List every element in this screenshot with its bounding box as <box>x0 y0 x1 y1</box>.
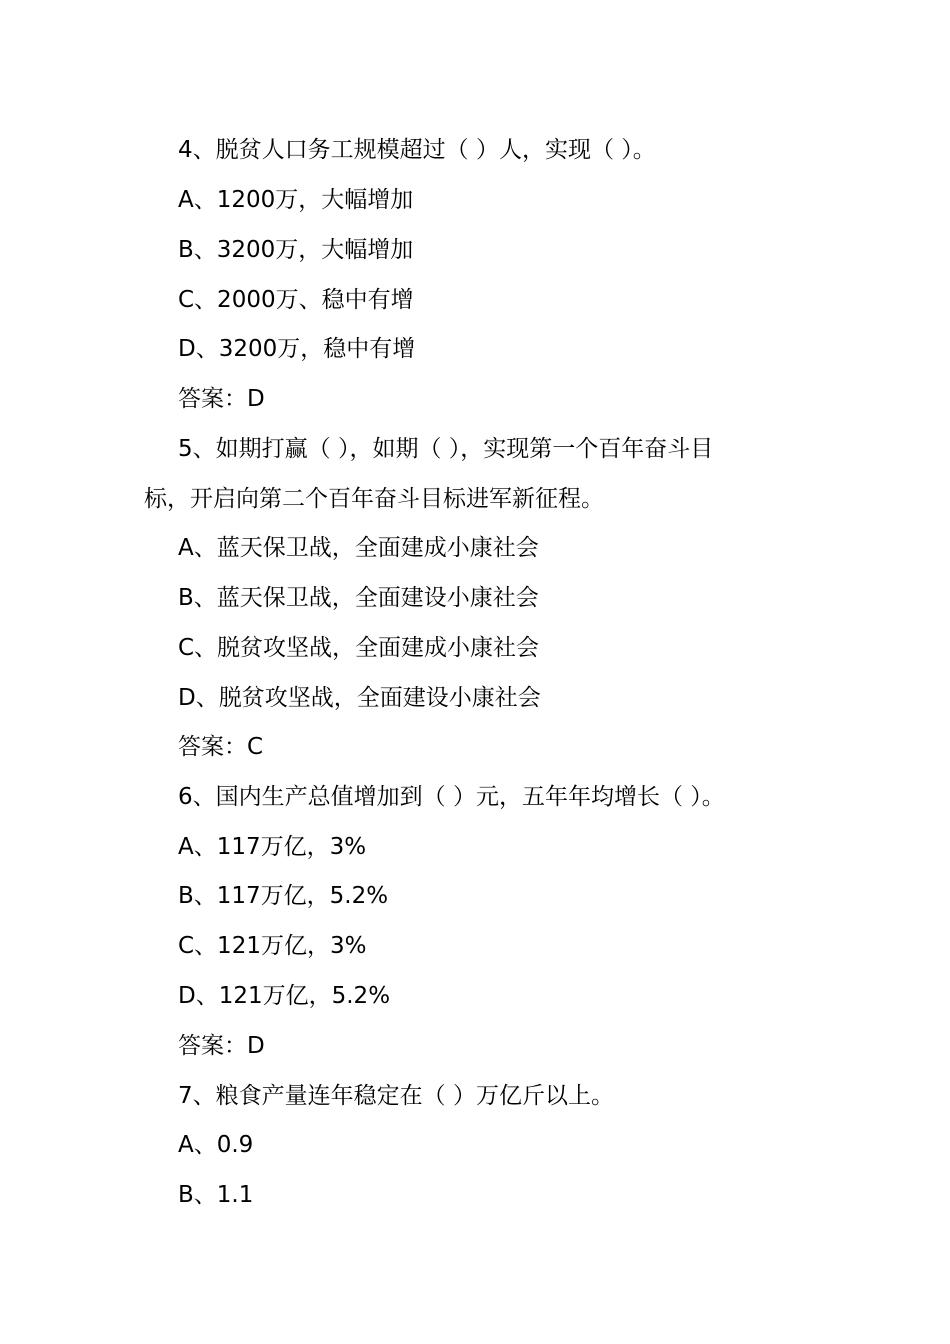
question-5-option-a: A、蓝天保卫战，全面建成小康社会 <box>178 535 539 561</box>
question-7-option-b: B、1.1 <box>178 1182 254 1208</box>
question-7-option-a: A、0.9 <box>178 1132 254 1158</box>
question-4-option-d: D、3200万，稳中有增 <box>178 336 416 362</box>
question-5-answer: 答案：C <box>178 734 264 760</box>
question-7-stem: 7、粮食产量连年稳定在（ ）万亿斤以上。 <box>178 1083 614 1109</box>
question-6-option-d: D、121万亿，5.2% <box>178 983 391 1009</box>
question-6-answer: 答案：D <box>178 1033 265 1059</box>
question-4-answer: 答案：D <box>178 386 265 412</box>
question-6-option-c: C、121万亿，3% <box>178 933 367 959</box>
question-4-stem: 4、脱贫人口务工规模超过（ ）人，实现（ ）。 <box>178 137 656 163</box>
question-4-option-a: A、1200万，大幅增加 <box>178 187 414 213</box>
question-4-option-b: B、3200万，大幅增加 <box>178 237 414 263</box>
question-6-option-b: B、117万亿，5.2% <box>178 883 389 909</box>
question-5-stem-continued: 标，开启向第二个百年奋斗目标进军新征程。 <box>144 486 604 512</box>
question-5-stem: 5、如期打赢（ ），如期（ ），实现第一个百年奋斗目 <box>178 436 714 462</box>
question-4-option-c: C、2000万、稳中有增 <box>178 287 414 313</box>
question-6-stem: 6、国内生产总值增加到（ ）元，五年年均增长（ ）。 <box>178 784 725 810</box>
question-5-option-b: B、蓝天保卫战，全面建设小康社会 <box>178 585 539 611</box>
question-5-option-c: C、脱贫攻坚战，全面建成小康社会 <box>178 635 540 661</box>
question-5-option-d: D、脱贫攻坚战，全面建设小康社会 <box>178 685 541 711</box>
question-6-option-a: A、117万亿，3% <box>178 834 367 860</box>
